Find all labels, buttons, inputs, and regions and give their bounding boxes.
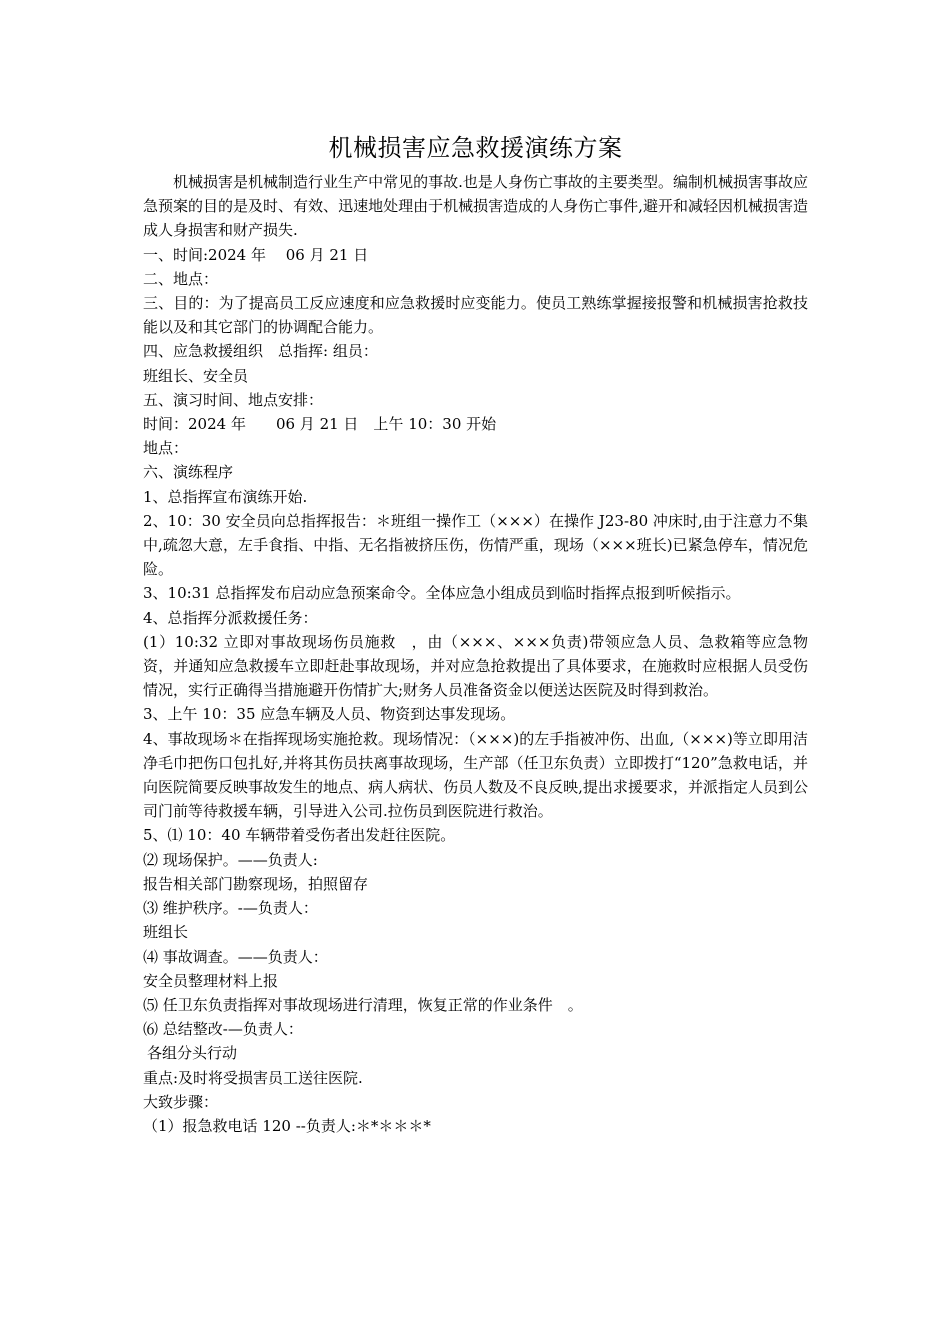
schedule-time: 时间：2024 年 06 月 21 日 上午 10：30 开始 <box>143 415 497 434</box>
section-time: 一、时间:2024 年 06 月 21 日 <box>143 245 369 264</box>
procedure-step: ⑶ 维护秩序。-—负责人： <box>143 899 318 918</box>
organization-members: 班组长、安全员 <box>143 366 249 385</box>
procedure-detail: 报告相关部门勘察现场，拍照留存 <box>143 874 369 893</box>
general-steps-heading: 大致步骤： <box>143 1092 219 1111</box>
procedure-step: 4、事故现场＊在指挥现场实施抢救。现场情况：（×××)的左手指被冲伤、出血,（×××)等立即用洁净毛巾把伤口包扎好,并将其伤员扶离事故现场，生产部（任卫东负责）立即拨打“120”急救电话，并向医院简要反映事故发生的地点、病人病状、伤员人数及不良反映,提出求援要求，并派指定人员到公司门前等待救援车辆，引导进入公司.拉伤员到医院进行救治。 <box>143 729 808 821</box>
section-procedure: 六、演练程序 <box>143 463 234 482</box>
procedure-step: 3、10:31 总指挥发布启动应急预案命令。全体应急小组成员到临时指挥点报到听候指示。 <box>143 584 741 603</box>
section-schedule: 五、演习时间、地点安排： <box>143 390 324 409</box>
schedule-location: 地点： <box>143 439 189 458</box>
procedure-detail: 各组分头行动 <box>147 1044 238 1063</box>
general-step: （1）报急救电话 120 --负责人:＊*＊＊＊* <box>143 1116 431 1135</box>
procedure-step: 1、总指挥宣布演练开始. <box>143 487 308 506</box>
document-title: 机械损害应急救援演练方案 <box>328 134 623 162</box>
procedure-detail: 班组长 <box>143 923 189 942</box>
section-location: 二、地点： <box>143 269 219 288</box>
section-purpose: 三、目的：为了提高员工反应速度和应急救援时应变能力。使员工熟练掌握接报警和机械损害抢救技能以及和其它部门的协调配合能力。 <box>143 294 808 337</box>
procedure-step: 5、⑴ 10：40 车辆带着受伤者出发赶往医院。 <box>143 826 456 845</box>
procedure-step: ⑷ 事故调查。——负责人： <box>143 947 328 966</box>
procedure-step: 3、上午 10：35 应急车辆及人员、物资到达事发现场。 <box>143 705 516 724</box>
procedure-step: 2、10：30 安全员向总指挥报告：＊班组一操作工（×××）在操作 J23-80 冲床时,由于注意力不集中,疏忽大意，左手食指、中指、无名指被挤压伤，伤情严重，现场（×××班长)已紧急停车，情况危险。 <box>143 511 808 579</box>
procedure-step: ⑸ 任卫东负责指挥对事故现场进行清理，恢复正常的作业条件 。 <box>143 995 583 1014</box>
procedure-step: 4、总指挥分派救援任务： <box>143 608 318 627</box>
procedure-detail: 安全员整理材料上报 <box>143 971 279 990</box>
section-organization: 四、应急救援组织 总指挥: 组员： <box>143 342 378 361</box>
intro-paragraph: 机械损害是机械制造行业生产中常见的事故.也是人身伤亡事故的主要类型。编制机械损害事故应急预案的目的是及时、有效、迅速地处理由于机械损害造成的人身伤亡事件,避开和减轻因机械损害造成人身损害和财产损失. <box>143 173 808 240</box>
document-page <box>143 128 808 1138</box>
procedure-step: ⑵ 现场保护。——负责人: <box>143 850 318 869</box>
procedure-step: (1）10:32 立即对事故现场伤员施救 ，由（×××、×××负责)带领应急人员、急救箱等应急物资，并通知应急救援车立即赶赴事故现场，并对应急抢救提出了具体要求，在施救时应根据人员受伤情况，实行正确得当措施避开伤情扩大;财务人员准备资金以便送达医院及时得到救治。 <box>143 632 808 700</box>
key-point: 重点:及时将受损害员工送往医院. <box>143 1068 363 1087</box>
procedure-step: ⑹ 总结整改-—负责人： <box>143 1020 303 1039</box>
